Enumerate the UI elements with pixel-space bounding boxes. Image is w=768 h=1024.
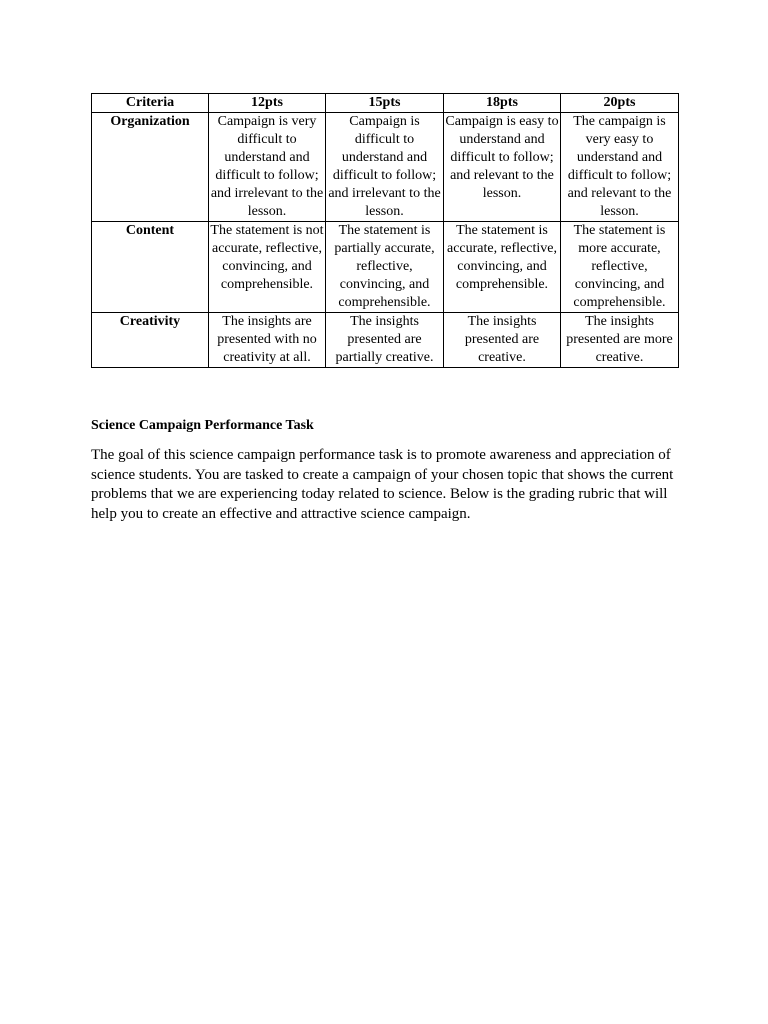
criteria-organization: Organization xyxy=(92,113,209,222)
rubric-cell: The insights presented are partially creative. xyxy=(326,313,444,368)
rubric-cell: The statement is partially accurate, reflective, convincing, and comprehensible. xyxy=(326,222,444,313)
rubric-cell: The statement is more accurate, reflective, convincing, and comprehensible. xyxy=(561,222,679,313)
task-title: Science Campaign Performance Task xyxy=(91,418,314,433)
rubric-cell: The insights presented are creative. xyxy=(444,313,561,368)
header-12pts: 12pts xyxy=(209,94,326,113)
rubric-cell: Campaign is difficult to understand and difficult to follow; and irrelevant to the lesson. xyxy=(326,113,444,222)
criteria-creativity: Creativity xyxy=(92,313,209,368)
header-15pts: 15pts xyxy=(326,94,444,113)
header-18pts: 18pts xyxy=(444,94,561,113)
rubric-cell: The statement is accurate, reflective, convincing, and comprehensible. xyxy=(444,222,561,313)
criteria-content: Content xyxy=(92,222,209,313)
rubric-row-organization xyxy=(92,113,679,222)
rubric-cell: Campaign is easy to understand and difficult to follow; and relevant to the lesson. xyxy=(444,113,561,222)
header-criteria: Criteria xyxy=(92,94,209,113)
rubric-cell: The campaign is very easy to understand and difficult to follow; and relevant to the lesson. xyxy=(561,113,679,222)
rubric-row-content xyxy=(92,222,679,313)
rubric-cell: The insights are presented with no creativity at all. xyxy=(209,313,326,368)
rubric-cell: The insights presented are more creative. xyxy=(561,313,679,368)
rubric-cell: Campaign is very difficult to understand and difficult to follow; and irrelevant to the lesson. xyxy=(209,113,326,222)
rubric-row-creativity xyxy=(92,313,679,368)
rubric-cell: The statement is not accurate, reflective, convincing, and comprehensible. xyxy=(209,222,326,313)
task-description: The goal of this science campaign performance task is to promote awareness and appreciation of science students. You are tasked to create a campaign of your chosen topic that shows the current problems that we are experiencing today related to science. Below is the grading rubric that will help you to create an effective and attractive science campaign. xyxy=(91,447,674,522)
rubric-header-row xyxy=(92,94,679,113)
grading-rubric-table xyxy=(91,93,679,368)
header-20pts: 20pts xyxy=(561,94,679,113)
